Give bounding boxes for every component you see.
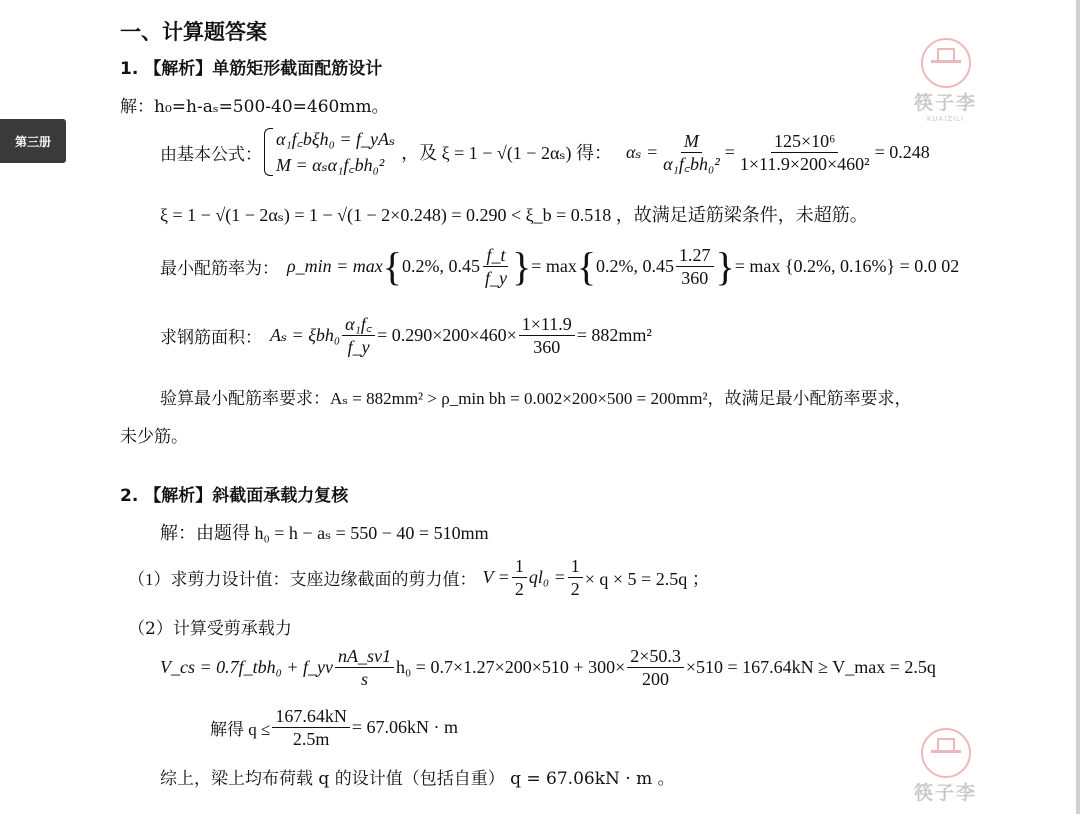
rho-a: 0.2%, 0.45 [401, 256, 480, 276]
vcs-line [160, 645, 936, 690]
frac-den: 360 [533, 337, 561, 357]
solve-line [210, 705, 458, 750]
alpha-s-frac2 [737, 130, 873, 175]
q1-title: 1. 【解析】单筋矩形截面配筋设计 [120, 59, 383, 79]
watermark-text: 筷子李 [914, 92, 978, 114]
vcs-result: ×510 = 167.64kN ≥ V_max = 2.5q [685, 657, 936, 677]
section-title: 一、计算题答案 [120, 20, 267, 44]
formula-system [262, 126, 395, 178]
frac-den: f_y [347, 337, 370, 357]
q2-h0-line: 解：由题得 h₀ = h − aₛ = 550 − 40 = 510mm [160, 523, 489, 543]
q2-step1 [128, 555, 710, 600]
watermark-emblem-icon [921, 38, 971, 88]
alpha-s-lhs: αₛ = [625, 141, 659, 162]
volume-tab: 第三册 [0, 119, 66, 163]
min-ratio-check: 验算最小配筋率要求：Aₛ = 882mm² > ρ_min bh = 0.002×200×500 = 200mm²，故满足最小配筋率要求， [160, 389, 912, 408]
rho-eq3: = max {0.2%, 0.16%} = 0.0 02 [734, 256, 960, 276]
rho-lhs: ρ_min = max [287, 256, 383, 276]
frac-den: 2 [514, 579, 524, 599]
frac-num: nA_sv1 [335, 645, 394, 668]
watermark-emblem-icon [921, 728, 971, 778]
frac-num: 1 [568, 555, 583, 578]
rho-eq2: = max [531, 256, 577, 276]
frac-num: α₁f꜀ [342, 313, 375, 336]
frac-num: 167.64kN [272, 705, 350, 728]
as-mid: = 0.290×200×460× [377, 325, 517, 345]
q2-step2-label: （2）计算受剪承载力 [128, 619, 292, 639]
step1-mid: ql₀ = [528, 567, 566, 587]
step1-result: × q × 5 = 2.5q ； [584, 568, 710, 589]
basic-label: 由基本公式： [160, 144, 262, 164]
as-line [160, 313, 652, 358]
frac-num: 1.27 [676, 244, 714, 267]
min-ratio-check-cont: 未少筋。 [120, 427, 188, 447]
page-edge [1076, 0, 1080, 814]
frac-den: 360 [681, 268, 709, 288]
frac-den: 2 [570, 579, 580, 599]
as-lhs: Aₛ = ξbh₀ [270, 325, 341, 345]
as-result: = 882mm² [576, 325, 652, 345]
q1-basic-formula: 由基本公式： α₁f꜀bξh₀ = f_yAₛ M = αₛα₁f꜀bh₀² ，及 ξ = 1 − √(1 − 2αₛ) 得： αₛ = $\frac{M}{\text{α₁f꜀bh₀²}}$ = $\frac{\text{125×10⁶}}{\text{1×11.9×200×460²}}$ = 0.248 [160, 126, 930, 178]
frac-den: α₁f꜀bh₀² [663, 153, 720, 174]
vcs-mid: h₀ = 0.7×1.27×200×510 + 300× [396, 657, 626, 677]
formula-eq2: M = αₛα₁f꜀bh₀² [276, 155, 385, 175]
step1-frac2 [568, 555, 583, 600]
alpha-s-frac1 [660, 130, 723, 175]
as-label: 求钢筋面积： [160, 328, 262, 347]
step1-label: （1）求剪力设计值：支座边缘截面的剪力值： [128, 570, 477, 589]
frac-num: 125×10⁶ [771, 130, 838, 153]
rho-a-frac [482, 244, 510, 289]
as-frac1 [342, 313, 375, 358]
solve-frac [272, 705, 350, 750]
solve-result: = 67.06kN · m [351, 717, 458, 737]
watermark-logo-bottom [914, 728, 977, 805]
frac-den: f_y [484, 268, 507, 288]
alpha-s-result: = 0.248 [874, 141, 930, 162]
watermark-logo-top [914, 38, 977, 123]
basic-mid: ，及 ξ = 1 − √(1 − 2αₛ) 得： [401, 143, 612, 163]
xi-check-line: ξ = 1 − √(1 − 2αₛ) = 1 − √(1 − 2×0.248) = 0.290 < ξ_b = 0.518 ，故满足适筋梁条件，未超筋。 [160, 205, 868, 225]
frac-den: s [361, 669, 369, 689]
rho-b-frac [676, 244, 714, 289]
frac-num: M [681, 130, 702, 153]
frac-den: 200 [642, 669, 670, 689]
q2-conclusion: 综上，梁上均布荷载 q 的设计值（包括自重） q = 67.06kN · m 。 [160, 769, 675, 789]
step1-frac1 [512, 555, 527, 600]
vcs-frac1 [335, 645, 394, 690]
frac-den: 2.5m [292, 729, 330, 749]
watermark-text: 筷子李 [914, 782, 978, 804]
frac-num: 1×11.9 [519, 313, 575, 336]
solve-label: 解得 q ≤ [210, 720, 271, 739]
vcs-lhs: V_cs = 0.7f_tbh₀ + f_yv [160, 657, 334, 677]
vcs-frac2 [627, 645, 684, 690]
frac-num: 1 [512, 555, 527, 578]
frac-num: 2×50.3 [627, 645, 684, 668]
q2-title: 2. 【解析】斜截面承载力复核 [120, 486, 349, 506]
rho-label: 最小配筋率为： [160, 259, 279, 278]
step1-lhs: V = [482, 567, 510, 587]
q1-h0-line: 解：h₀=h-aₛ=500-40=460mm。 [120, 97, 389, 117]
as-frac2 [519, 313, 575, 358]
watermark-sub: KUAIZILI [926, 115, 965, 123]
frac-den: 1×11.9×200×460² [739, 153, 870, 174]
rho-min-line: 最小配筋率为： ρ_min = max { 0.2%, 0.45 $\frac{f\_t}{f\_y}$ } = max { 0.2%, 0.45 $\frac{1.27}{360}$ } = max {0.2%, 0.16%} = 0.0 02 [160, 243, 960, 289]
frac-num: f_t [483, 244, 508, 267]
formula-eq1: α₁f꜀bξh₀ = f_yAₛ [276, 129, 396, 149]
rho-b: 0.2%, 0.45 [596, 256, 675, 276]
